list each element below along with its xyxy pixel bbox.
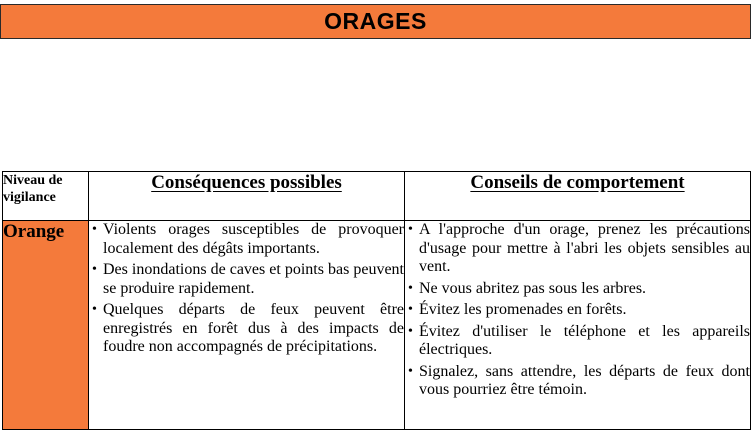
consequences-cell bbox=[89, 221, 405, 430]
list-item bbox=[405, 221, 750, 277]
consequences-list bbox=[89, 221, 404, 357]
advice-list bbox=[405, 221, 750, 400]
bullet-icon: • bbox=[92, 262, 97, 277]
list-item bbox=[405, 323, 750, 360]
list-item bbox=[405, 363, 750, 400]
level-cell: Orange bbox=[3, 221, 89, 430]
section-banner bbox=[0, 4, 751, 39]
list-item bbox=[405, 301, 750, 320]
header-advice bbox=[405, 172, 751, 221]
banner-title: ORAGES bbox=[324, 8, 427, 34]
header-consequences-label: Conséquences possibles bbox=[151, 172, 342, 193]
bullet-icon: • bbox=[408, 323, 413, 339]
bullet-icon: • bbox=[92, 222, 97, 237]
advice-cell bbox=[405, 221, 751, 430]
vigilance-table bbox=[2, 171, 751, 430]
consequence-text: Des inondations de caves et points bas peuvent se produire rapidement. bbox=[103, 261, 404, 297]
header-level: Niveau de vigilance bbox=[3, 172, 89, 221]
bullet-icon: • bbox=[408, 280, 413, 296]
list-item bbox=[405, 280, 750, 299]
bullet-icon: • bbox=[92, 302, 97, 317]
bullet-icon: • bbox=[408, 222, 413, 237]
table-row-orange bbox=[3, 221, 751, 430]
header-advice-label: Conseils de comportement bbox=[470, 172, 685, 193]
list-item bbox=[89, 301, 404, 357]
advice-text: Évitez d'utiliser le téléphone et les appareils électriques. bbox=[419, 322, 750, 358]
header-consequences bbox=[89, 172, 405, 221]
consequence-text: Violents orages susceptibles de provoquer localement des dégâts importants. bbox=[103, 221, 404, 257]
consequence-text: Quelques départs de feux peuvent être enregistrés en forêt dus à des impacts de foudre non accompagnés de précipitations. bbox=[103, 301, 404, 355]
bullet-icon: • bbox=[408, 302, 413, 317]
advice-text: Ne vous abritez pas sous les arbres. bbox=[419, 279, 647, 297]
advice-text: A l'approche d'un orage, prenez les précautions d'usage pour mettre à l'abri les objets sensibles au vent. bbox=[419, 221, 750, 275]
advice-text: Signalez, sans attendre, les départs de feux dont vous pourriez être témoin. bbox=[419, 362, 750, 398]
list-item bbox=[89, 261, 404, 298]
table-header-row bbox=[3, 172, 751, 221]
advice-text: Évitez les promenades en forêts. bbox=[419, 301, 627, 318]
list-item bbox=[89, 221, 404, 258]
bullet-icon: • bbox=[408, 363, 413, 379]
